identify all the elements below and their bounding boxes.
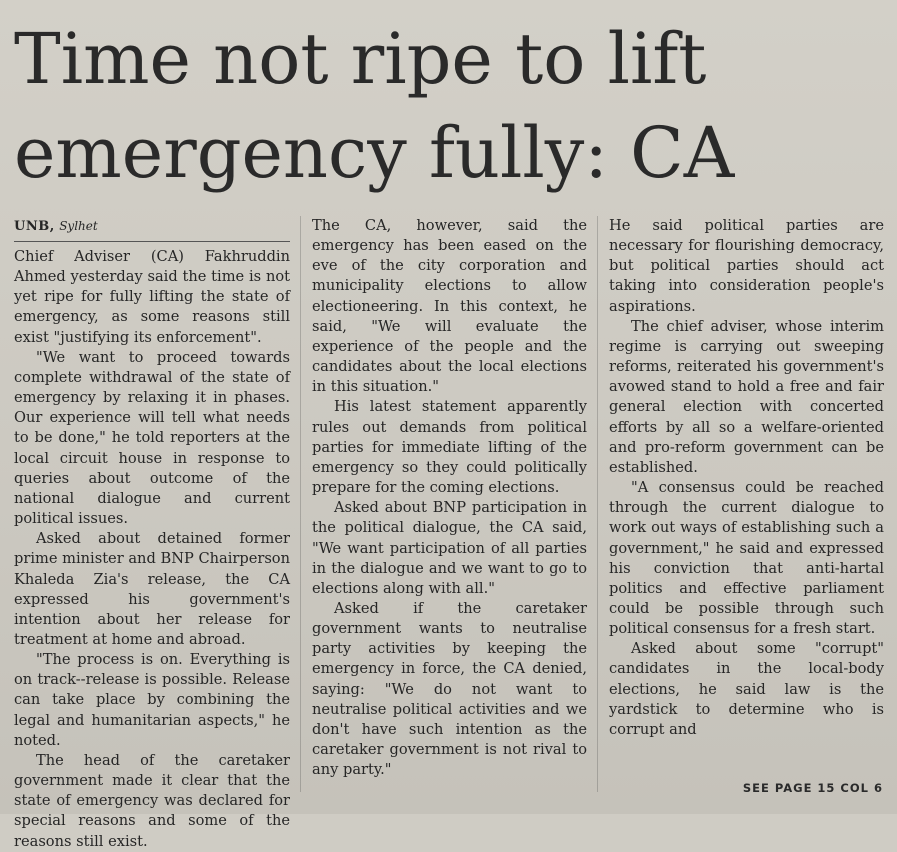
column-divider bbox=[597, 216, 598, 792]
column-1 bbox=[14, 216, 290, 850]
paragraph: "The process is on. Everything is on track--release is possible. Release can take place by combining the legal and humanitarian aspects," he noted. bbox=[14, 651, 290, 749]
column-2 bbox=[312, 216, 587, 796]
paragraph: His latest statement apparently rules out demands from political parties for immediate lifting of the emergency so they could politically prepare for the coming elections. bbox=[312, 398, 587, 497]
paragraph: Asked if the caretaker government wants to neutralise party activities by keeping the emergency in force, the CA denied, saying: "We do not want to neutralise political activities and we don't have such intention as the caretaker government is not rival to any party." bbox=[312, 599, 587, 779]
paragraph: The head of the caretaker government made it clear that the state of emergency was declared for special reasons and some of the reasons still exist. bbox=[14, 751, 290, 850]
paragraph: "A consensus could be reached through the current dialogue to work out ways of establishing such a government," he said and expressed his conviction that anti-hartal politics and effective parliament could be possible through such political consensus for a fresh start. bbox=[609, 479, 884, 638]
continuation-note: SEE PAGE 15 COL 6 bbox=[742, 781, 883, 795]
byline bbox=[14, 216, 290, 242]
paragraph: Asked about some "corrupt" candidates in the local-body elections, he said law is the yardstick to determine who is corrupt and bbox=[609, 640, 884, 738]
paragraph: The chief adviser, whose interim regime is carrying out sweeping reforms, reiterated his government's avowed stand to hold a free and fair general election with concerted efforts by all so a welfare-oriented and pro-reform government can be established. bbox=[609, 317, 884, 476]
paragraph: Asked about detained former prime minister and BNP Chairperson Khaleda Zia's release, the CA expressed his government's intention about her release for treatment at home and abroad. bbox=[14, 530, 290, 648]
headline bbox=[14, 12, 894, 200]
column-3 bbox=[609, 216, 884, 796]
paragraph: He said political parties are necessary for flourishing democracy, but political parties should act taking into consideration people's aspirations. bbox=[609, 217, 884, 315]
paragraph: The CA, however, said the emergency has been eased on the eve of the city corporation and municipality elections to allow electioneering. In this context, he said, "We will evaluate the experience of the people and the candidates about the local elections in this situation." bbox=[312, 217, 587, 396]
byline-place: Sylhet bbox=[59, 219, 98, 233]
article-body bbox=[14, 247, 290, 852]
paragraph: Asked about BNP participation in the political dialogue, the CA said, "We want participation of all parties in the dialogue and we want to go to elections along with all." bbox=[312, 499, 587, 597]
byline-agency: UNB, bbox=[14, 219, 55, 234]
paragraph: Chief Adviser (CA) Fakhruddin Ahmed yesterday said the time is not yet ripe for fully lifting the state of emergency, as some reasons still exist "justifying its enforcement". bbox=[14, 248, 290, 346]
headline-line-1: Time not ripe to lift bbox=[14, 18, 707, 100]
column-divider bbox=[300, 216, 301, 792]
headline-line-2: emergency fully: CA bbox=[14, 112, 735, 194]
paragraph: "We want to proceed towards complete withdrawal of the state of emergency by relaxing it in phases. Our experience will tell what needs to be done," he told reporters at the local circuit house in response to queries about outcome of the national dialogue and current political issues. bbox=[14, 348, 290, 528]
